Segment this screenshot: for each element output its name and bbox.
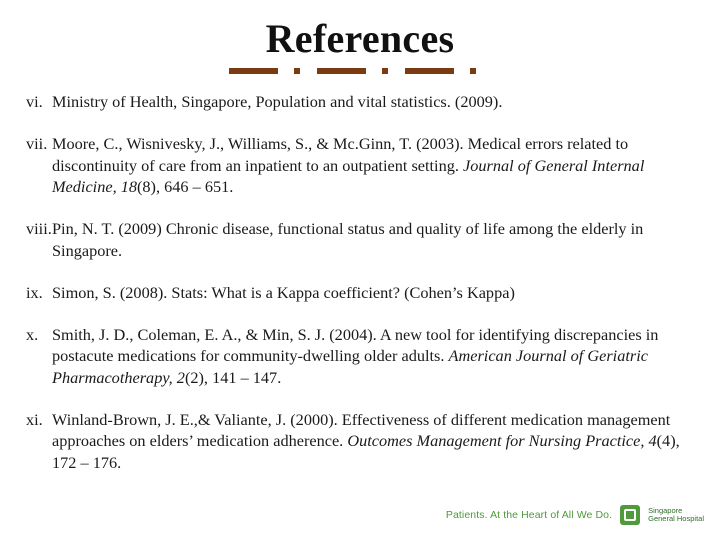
reference-text: Pin, N. T. (2009) Chronic disease, functional status and quality of life among the elderly in Singapore. <box>52 219 644 260</box>
reference-journal: Outcomes Management for Nursing Practice, 4 <box>347 431 657 450</box>
footer-logo-text: Singapore General Hospital <box>648 506 704 523</box>
divider-dot <box>382 68 388 74</box>
sgh-logo-icon <box>620 505 640 525</box>
reference-item <box>26 218 702 261</box>
divider-segment <box>317 68 366 74</box>
divider-dot <box>294 68 300 74</box>
reference-list <box>26 91 702 494</box>
reference-authors: Winland-Brown, J. E.,& Valiante, J. (2000). Effectiveness of different medication management approaches on elders’ medication adherence. <box>52 409 671 450</box>
reference-item <box>26 282 702 304</box>
reference-journal: Journal of General Internal Medicine, 18 <box>52 155 645 196</box>
divider-dot <box>470 68 476 74</box>
reference-issue: (2), 141 – 147. <box>184 367 282 387</box>
reference-item <box>26 409 702 474</box>
reference-text <box>52 324 702 389</box>
reference-number: vii. <box>26 134 48 153</box>
divider-segment <box>229 68 278 74</box>
reference-number: xi. <box>26 409 43 429</box>
reference-number: ix. <box>26 282 43 302</box>
reference-number: x. <box>26 324 39 344</box>
reference-item <box>26 91 702 113</box>
reference-text: Ministry of Health, Singapore, Population and vital statistics. (2009). <box>52 92 503 111</box>
title-divider <box>0 68 720 76</box>
reference-issue: (4), 172 – 176. <box>52 431 680 472</box>
reference-number: vi. <box>26 92 43 111</box>
reference-journal: American Journal of Geriatric Pharmacotherapy, 2 <box>52 346 648 387</box>
footer-tagline: Patients. At the Heart of All We Do. <box>445 509 613 521</box>
divider-segment <box>405 68 454 74</box>
reference-text <box>52 409 702 474</box>
reference-number: viii. <box>26 219 52 238</box>
reference-item <box>26 133 702 198</box>
reference-issue: (8), 646 – 651. <box>137 177 234 196</box>
footer <box>446 502 704 528</box>
reference-item <box>26 324 702 389</box>
slide-title: References <box>265 16 455 61</box>
reference-text <box>52 133 702 198</box>
reference-authors: Moore, C., Wisnivesky, J., Williams, S., & Mc.Ginn, T. (2003). Medical errors related to discontinuity of care from an inpatient to an outpatient setting. <box>52 134 629 175</box>
reference-authors: Smith, J. D., Coleman, E. A., & Min, S. J. (2004). A new tool for identifying discrepancies in postacute medications for community-dwelling older adults. <box>52 324 659 365</box>
reference-text: Simon, S. (2008). Stats: What is a Kappa coefficient? (Cohen’s Kappa) <box>52 282 515 302</box>
